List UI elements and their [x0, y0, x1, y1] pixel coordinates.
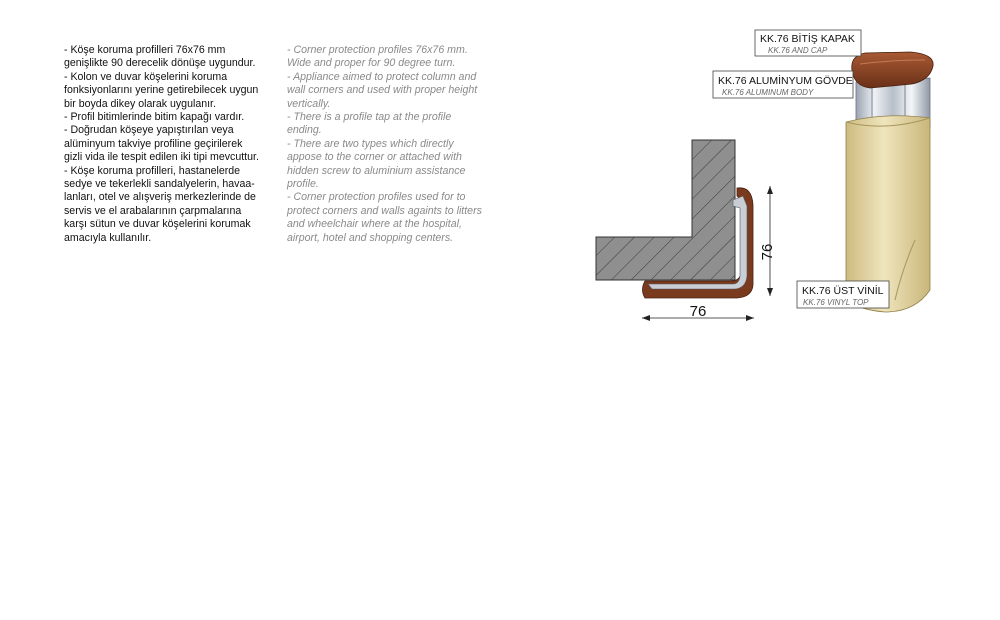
- width-dimension: 76: [689, 303, 707, 320]
- product-illustration: [846, 52, 933, 312]
- section-drawing: [596, 140, 776, 321]
- text-line: - Corner protection profiles 76x76 mm.: [287, 44, 468, 56]
- text-line: - Profil bitimlerinde bitim kapağı vardır.: [64, 111, 245, 124]
- text-line: - Corner protection profiles used for to: [287, 191, 466, 204]
- text-line: Wide and proper for 90 degree turn.: [287, 57, 456, 70]
- text-line: fonksiyonlarını yerine getirebilecek uygun: [64, 84, 259, 97]
- text-line: alüminyum takviye profiline geçirilerek: [64, 137, 243, 150]
- text-line: sedye ve tekerlekli sandalyelerin, havaa-: [64, 178, 255, 191]
- label-aluminum-body: [713, 71, 853, 98]
- label-aluminum-body-en: KK.76 ALUMINUM BODY: [722, 88, 814, 97]
- wall-section: [596, 140, 735, 280]
- label-vinyl-top-en: KK.76 VINYL TOP: [803, 298, 869, 307]
- text-line: and wheelchair where at the hospital,: [287, 218, 462, 231]
- text-line: vertically.: [287, 97, 331, 110]
- text-line: - Kolon ve duvar köşelerini koruma: [64, 70, 228, 83]
- height-dimension: 76: [759, 243, 776, 261]
- text-line: - Appliance aimed to protect column and: [287, 70, 477, 83]
- text-line: - Doğrudan köşeye yapıştırılan veya: [64, 124, 234, 137]
- text-line: appose to the corner or attached with: [287, 151, 462, 164]
- text-line: - There is a profile tap at the profile: [287, 111, 452, 124]
- text-line: gizli vida ile tespit edilen iki tipi mevcuttur.: [64, 151, 259, 164]
- text-line: - Köşe koruma profilleri, hastanelerde: [64, 164, 241, 177]
- text-line: servis ve el arabalarının çarpmalarına: [64, 204, 242, 217]
- text-line: genişlikte 90 derecelik dönüşe uygundur.: [64, 57, 256, 70]
- label-vinyl-top: [797, 281, 889, 308]
- text-line: karşı sütun ve duvar köşelerini korumak: [64, 218, 251, 231]
- text-line: amacıyla kullanılır.: [64, 231, 152, 244]
- text-line: lanları, otel ve alışveriş merkezlerinde de: [64, 191, 256, 204]
- label-end-cap: [755, 30, 861, 56]
- text-line: airport, hotel and shopping centers.: [287, 231, 454, 244]
- label-end-cap-tr: KK.76 BİTİŞ KAPAK: [760, 33, 855, 45]
- text-line: ending.: [287, 124, 322, 137]
- label-end-cap-en: KK.76 AND CAP: [768, 46, 828, 55]
- label-vinyl-top-tr: KK.76 ÜST VİNİL: [802, 285, 884, 297]
- label-aluminum-body-tr: KK.76 ALUMİNYUM GÖVDE: [718, 75, 853, 87]
- text-line: hidden screw to aluminium assistance: [287, 164, 466, 177]
- text-line: protect corners and walls againts to litters: [287, 204, 482, 217]
- text-line: - There are two types which directly: [287, 137, 454, 150]
- text-line: bir boyda dikey olarak uygulanır.: [64, 97, 216, 110]
- text-line: wall corners and used with proper height: [287, 84, 478, 97]
- text-line: - Köşe koruma profilleri 76x76 mm: [64, 44, 226, 56]
- text-line: profile.: [287, 178, 319, 191]
